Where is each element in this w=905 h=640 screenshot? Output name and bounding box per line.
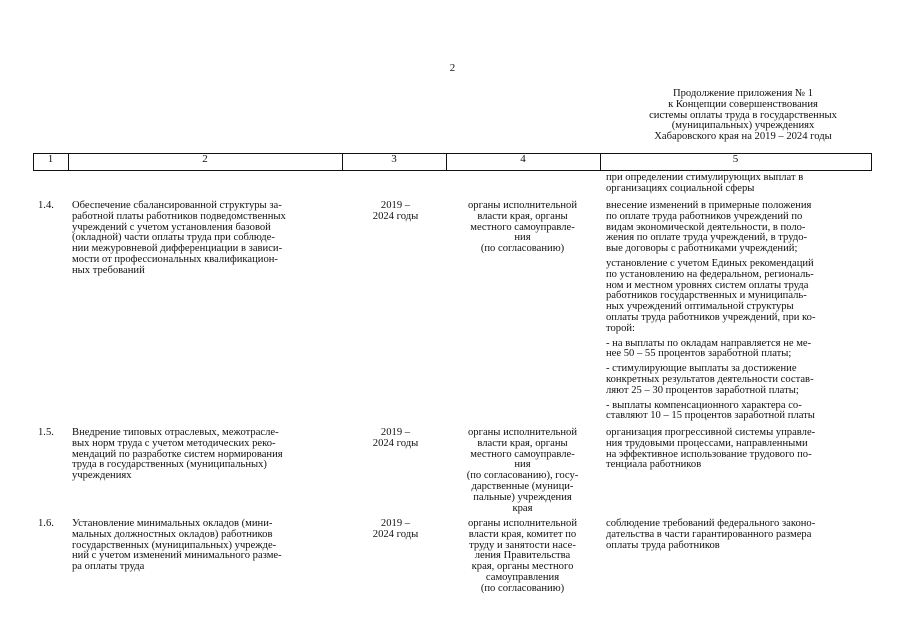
table-header-divider xyxy=(871,153,872,171)
table-header-cell-5: 5 xyxy=(732,153,739,165)
row-results xyxy=(606,428,871,471)
row-number: 1.5. xyxy=(38,427,54,438)
table-header-bottom-border xyxy=(33,170,871,171)
result-paragraph: - стимулирующие выплаты за достижение конкретных результатов деятельности состав- ляют 25 – 30 процентов заработной платы; xyxy=(606,363,814,396)
row-term: 2019 – 2024 годы xyxy=(372,200,419,222)
result-paragraph: соблюдение требований федерального законо- дательства в части гарантированного размера оплаты труда работников xyxy=(606,518,816,551)
result-paragraph: организация прогрессивной системы управле- ния трудовыми процессами, направленными на эффективное использование трудового по- тенциала работников xyxy=(606,427,816,471)
row-executors: органы исполнительной власти края, комитет по труду и занятости насе- ления Правительства края, органы местного самоуправления (по согласованию) xyxy=(468,518,577,594)
appendix-line: Хабаровского края на 2019 – 2024 годы xyxy=(654,131,832,143)
row-action: Обеспечение сбалансированной структуры за- работной платы работников подведомственных учреждений с учетом установления базовой (окладной) части оплаты труда при соблюде- нии межуровневой дифференциации в зависи- мости от профессиональных квалификацион- ных требований xyxy=(72,200,286,276)
row-action: Установление минимальных окладов (мини- мальных должностных окладов) работников государственных (муниципальных) учрежде- ний с учетом изменений минимального разме- ра оплаты труда xyxy=(72,518,282,573)
row-action: Внедрение типовых отраслевых, межотрасле- вых норм труда с учетом методических реко- мендаций по разработке систем нормирования труда в государственных (муниципальных) учреждениях xyxy=(72,427,283,482)
appendix-line: Продолжение приложения № 1 xyxy=(672,88,814,99)
row-term: 2019 – 2024 годы xyxy=(372,427,419,449)
appendix-line: (муниципальных) учреждениях xyxy=(671,120,815,132)
appendix-line: к Концепции совершенствования xyxy=(668,98,818,110)
result-paragraph: внесение изменений в примерные положения по оплате труда работников учреждений по видам экономической деятельности, в поло- жения по оплате труда учреждений, в трудо- вые договоры с работниками учреждений; xyxy=(606,200,812,255)
row-results xyxy=(606,519,871,551)
row-number: 1.4. xyxy=(38,200,54,211)
row-executors: органы исполнительной власти края, органы местного самоуправле- ния (по согласованию), госу- дарственные (муници- пальные) учреждения края xyxy=(466,427,579,514)
result-paragraph: установление с учетом Единых рекомендаций по установлению на федеральном, региональ- ном и местном уровнях систем оплаты труда работников государственных и муниципаль- ных учреждений оптимальной структуры оплаты труда работников учреждений, при ко- торой: xyxy=(606,257,816,334)
table-header-cell-3: 3 xyxy=(391,153,397,165)
appendix-line: системы оплаты труда в государственных xyxy=(649,109,837,121)
page-number: 2 xyxy=(449,62,456,74)
row-results xyxy=(606,201,871,422)
table-header-cell-4: 4 xyxy=(520,153,526,165)
table-header-cell-2: 2 xyxy=(202,153,208,165)
result-paragraph: - на выплаты по окладам направляется не ме- нее 50 – 55 процентов заработной платы; xyxy=(606,337,812,360)
row-term: 2019 – 2024 годы xyxy=(372,518,419,540)
carryover-text: при определении стимулирующих выплат в организациях социальной сферы xyxy=(606,172,804,194)
row-executors: органы исполнительной власти края, органы местного самоуправле- ния (по согласованию) xyxy=(468,200,577,255)
row-number: 1.6. xyxy=(38,518,54,529)
result-paragraph: - выплаты компенсационного характера со- ставляют 10 – 15 процентов заработной платы xyxy=(606,399,815,422)
appendix-header xyxy=(598,89,888,143)
table-header-cell-1: 1 xyxy=(47,153,54,165)
